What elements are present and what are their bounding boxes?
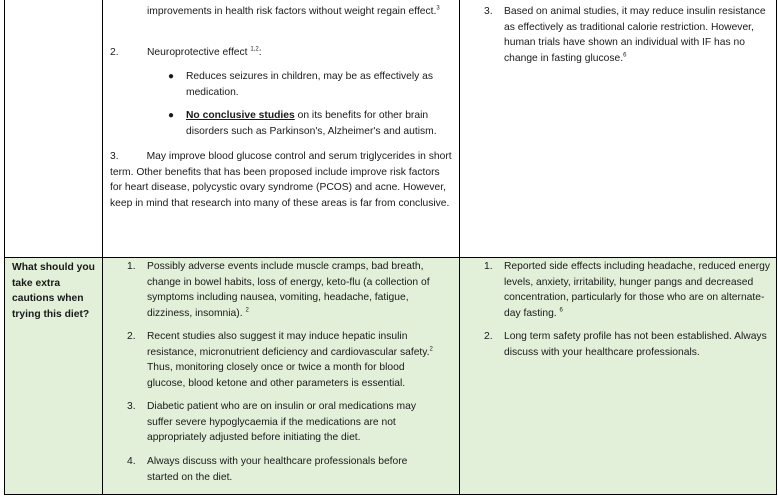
reference-superscript: 3 xyxy=(436,5,440,12)
reference-superscript: 6 xyxy=(559,307,563,314)
item-text-tail: Thus, monitoring closely once or twice a month for blood glucose, blood ketone and other parameters is essential. xyxy=(147,362,406,389)
emphasis-text: No conclusive studies xyxy=(186,110,295,121)
item-text: Long term safety profile has not been established. Always discuss with your healthcare professionals. xyxy=(504,331,767,358)
list-item xyxy=(127,329,437,391)
table-cell-benefits-keto xyxy=(103,0,460,258)
item-number: 2. xyxy=(110,47,119,58)
item-number: 1. xyxy=(484,261,493,272)
reference-superscript: 6 xyxy=(623,52,627,59)
item-text: improvements in health risk factors without weight regain effect. xyxy=(147,6,437,17)
list-item xyxy=(110,149,452,211)
table-cell-empty xyxy=(5,0,103,258)
list-item xyxy=(484,259,776,321)
list-item-continued xyxy=(147,4,447,20)
list-item xyxy=(127,399,437,446)
item-number: 3. xyxy=(110,151,119,162)
item-text: Recent studies also suggest it may induce hepatic insulin resistance, micronutrient deficiency and cardiovascular safety. xyxy=(147,331,430,358)
bullet-item xyxy=(168,108,453,139)
item-number: 2. xyxy=(484,331,493,342)
item-text: Possibly adverse events include muscle cramps, bad breath, change in bowel habits, loss of energy, keto-flu (a collection of symptoms including nausea, vomiting, headache, fatigue, dizziness, insomnia). xyxy=(147,261,430,319)
bullet-dot-icon: ● xyxy=(168,71,175,82)
item-text: Reported side effects including headache, reduced energy levels, anxiety, irritability, hunger pangs and decreased concentration, particularly for those who are on alternate-day fasting. xyxy=(504,261,770,319)
list-item xyxy=(484,329,776,360)
item-number: 3. xyxy=(484,6,493,17)
list-item xyxy=(127,259,437,321)
table-cell-benefits-if xyxy=(460,0,777,258)
list-item xyxy=(484,4,774,66)
table-cell-cautions-if xyxy=(460,258,777,495)
bullet-text: on its benefits for other brain disorders such as Parkinson's, Alzheimer's and autism. xyxy=(186,110,437,137)
item-number: 4. xyxy=(127,456,136,467)
item-text: Based on animal studies, it may reduce insulin resistance as effectively as traditional calorie restriction. However, human trials have shown an individual with IF has no change in fasting glucose. xyxy=(504,6,766,64)
item-number: 2. xyxy=(127,331,136,342)
reference-superscript: 2 xyxy=(245,307,249,314)
table-cell-cautions-keto xyxy=(103,258,460,495)
list-item xyxy=(127,454,437,485)
reference-superscript: 2 xyxy=(429,346,433,353)
table-row xyxy=(5,258,777,495)
row-heading: What should you take extra cautions when trying this diet? xyxy=(12,262,95,320)
item-number: 1. xyxy=(127,261,136,272)
bullet-item xyxy=(168,69,448,100)
item-text: May improve blood glucose control and serum triglycerides in short term. Other benefits that has been proposed include improve risk factors for heart disease, polycystic ovary syndrome (PCOS) and acne. However, keep in mind that research into many of these areas is far from conclusive. xyxy=(110,151,452,209)
item-text: Neuroprotective effect xyxy=(147,47,251,58)
item-colon: : xyxy=(258,47,262,58)
item-text: Diabetic patient who are on insulin or oral medications may suffer severe hypoglycaemia if the medications are not appropriately adjusted before initiating the diet. xyxy=(147,401,417,444)
reference-superscript: 1,2 xyxy=(250,46,259,53)
bullet-dot-icon: ● xyxy=(168,110,175,121)
bullet-text: Reduces seizures in children, may be as effectively as medication. xyxy=(186,71,434,98)
table-row xyxy=(5,0,777,258)
item-number: 3. xyxy=(127,401,136,412)
item-text: Always discuss with your healthcare professionals before started on the diet. xyxy=(147,456,408,483)
diet-comparison-table xyxy=(4,0,777,495)
table-cell-question xyxy=(5,258,103,495)
